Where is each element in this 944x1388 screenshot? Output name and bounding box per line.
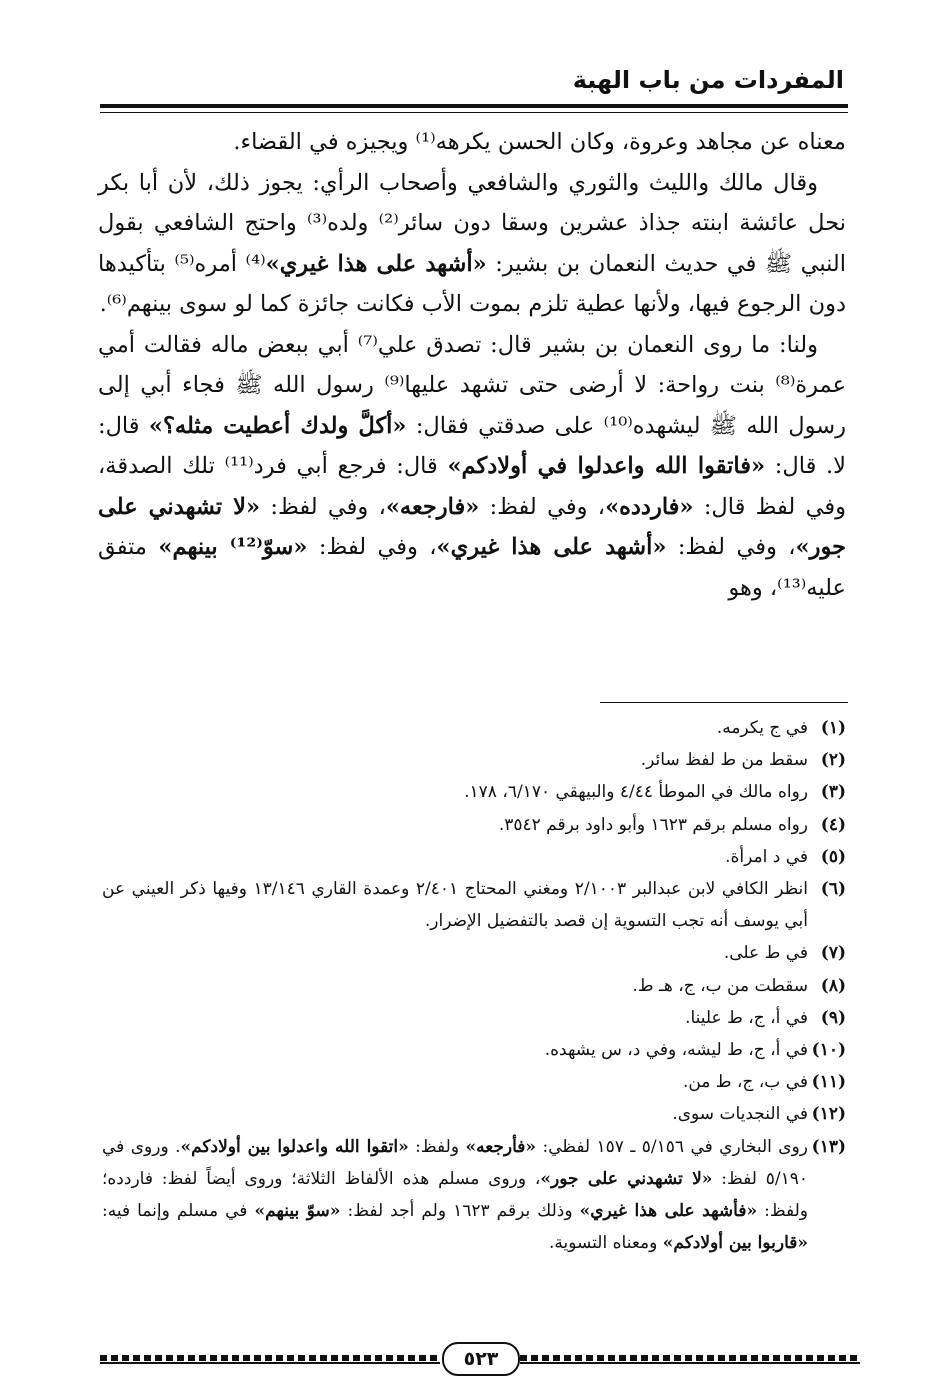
footnote	[102, 712, 846, 744]
footnote-text: سقط من ط لفظ سائر.	[640, 750, 808, 771]
footer-line-left	[100, 1362, 440, 1364]
footnote-number: (٩)	[820, 1007, 846, 1028]
footnote-number: (١٠)	[811, 1040, 846, 1061]
footnote-text: روى البخاري في ٥/١٥٦ ـ ١٥٧ لفظي: «فأرجعه» ولفظ: «اتقوا الله واعدلوا بين أولادكم». وروى في ٥/١٩٠ لفظ: «لا تشهدني على جور»، وروى مسلم هذه الألفاظ الثلاثة؛ وروى أيضاً لفظ: فاردده؛ ولفظ: «فأشهد على هذا غيري» وذلك برقم ١٦٢٣ ولم أجد لفظ: «سوّ بينهم» في مسلم وإنما فيه: «قاربوا بين أولادكم» ومعناه التسوية.	[102, 1136, 809, 1254]
footnote-text: رواه مسلم برقم ١٦٢٣ وأبو داود برقم ٣٥٤٢.	[498, 814, 808, 835]
header-rule-thick	[100, 104, 848, 108]
page-footer	[100, 1346, 860, 1370]
footnote-number: (٦)	[820, 879, 846, 900]
footnote-number: (١٢)	[811, 1104, 846, 1125]
header-rule-thin	[100, 112, 848, 113]
footnote-number: (١١)	[811, 1072, 846, 1093]
footnote	[102, 1131, 846, 1260]
hadith-quote: «قاربوا بين أولادكم»	[662, 1233, 808, 1254]
footnote-number: (١٣)	[811, 1136, 846, 1157]
footnote	[102, 1098, 846, 1130]
footnote-text: في ب، ج، ط من.	[682, 1072, 808, 1093]
footnote-text: في أ، ج، ط ليشه، وفي د، س يشهده.	[544, 1040, 808, 1061]
main-text	[98, 122, 846, 608]
footnote	[102, 1066, 846, 1098]
footer-dash-right	[520, 1355, 860, 1361]
footnote-number: (١)	[820, 718, 846, 738]
footnote	[102, 744, 846, 776]
footnote-text: في د امرأة.	[725, 846, 808, 867]
running-title: المفردات من باب الهبة	[572, 66, 844, 94]
hadith-quote: «أشهد على هذا غيري»	[436, 534, 667, 560]
footnote-text: سقطت من ب، ج، هـ ط.	[632, 975, 808, 996]
footnote	[102, 937, 846, 969]
footnote-number: (٤)	[820, 814, 846, 835]
hadith-quote: «فأرجعه»	[465, 1136, 537, 1157]
hadith-quote: «أشهد على هذا غيري»	[265, 250, 487, 277]
paragraph-2: وقال مالك والليث والثوري والشافعي وأصحاب الرأي: يجوز ذلك، لأن أبا بكر نحل عائشة ابنته جذاذ عشرين وسقا دون سائر⁽²⁾ ولده⁽³⁾ واحتج الشافعي بقول النبي ﷺ في حديث النعمان بن بشير: «أشهد على هذا غيري»⁽⁴⁾ أمره⁽⁵⁾ بتأكيدها دون الرجوع فيها، ولأنها عطية تلزم بموت الأب فكانت جائزة كما لو سوى بينهم⁽⁶⁾.	[98, 169, 847, 317]
hadith-quote: «سوّ⁽¹²⁾ بينهم»	[158, 534, 308, 560]
hadith-quote: «أكلَّ ولدك أعطيت مثله؟»	[148, 412, 407, 439]
hadith-quote: «اتقوا الله واعدلوا بين أولادكم»	[180, 1136, 409, 1157]
paragraph-3: ولنا: ما روى النعمان بن بشير قال: تصدق علي⁽⁷⁾ أبي ببعض ماله فقالت أمي عمرة⁽⁸⁾ بنت رواحة: لا أرضى حتى تشهد عليها⁽⁹⁾ رسول الله ﷺ فجاء أبي إلى رسول الله ﷺ ليشهده⁽¹⁰⁾ على صدقتي فقال: «أكلَّ ولدك أعطيت مثله؟» قال: لا. قال: «فاتقوا الله واعدلوا في أولادكم» قال: فرجع أبي فرد⁽¹¹⁾ تلك الصدقة، وفي لفظ قال: «فاردده»، وفي لفظ: «فارجعه»، وفي لفظ: «لا تشهدني على جور»، وفي لفظ: «أشهد على هذا غيري»، وفي لفظ: «سوّ⁽¹²⁾ بينهم» متفق عليه⁽¹³⁾، وهو	[98, 331, 846, 601]
footnote	[102, 970, 846, 1002]
hadith-quote: «لا تشهدني على جور»	[540, 1168, 713, 1189]
footer-dash-left	[100, 1355, 440, 1361]
footnote	[102, 1002, 846, 1034]
footnote-number: (٢)	[820, 750, 846, 771]
footnote-text: في أ، ج، ط علينا.	[685, 1007, 808, 1028]
footnote-text: رواه مالك في الموطأ ٤/٤٤ والبيهقي ٦/١٧٠، ١٧٨.	[464, 782, 808, 803]
footnote	[102, 776, 846, 808]
hadith-quote: «سوّ بينهم»	[254, 1201, 341, 1222]
footnote-text: في النجديات سوى.	[672, 1104, 808, 1125]
footnote-text: في ط على.	[723, 943, 808, 964]
hadith-quote: «فارجعه»	[385, 493, 480, 520]
footer-line-right	[520, 1362, 860, 1364]
footnote	[102, 1034, 846, 1066]
hadith-quote: «فأشهد على هذا غيري»	[579, 1201, 758, 1222]
paragraph-1: معناه عن مجاهد وعروة، وكان الحسن يكرهه⁽¹⁾ ويجيزه في القضاء.	[233, 129, 846, 155]
footnote-number: (٥)	[820, 846, 846, 867]
footnote-number: (٧)	[820, 943, 846, 964]
footnote	[102, 841, 846, 873]
footnotes	[102, 712, 846, 1259]
footnote-text: في ج يكرمه.	[716, 718, 808, 738]
page-number: ٥٢٣	[442, 1342, 520, 1376]
hadith-quote: «فاردده»	[605, 493, 694, 520]
footnote-text: انظر الكافي لابن عبدالبر ٢/١٠٠٣ ومغني المحتاج ٢/٤٠١ وعمدة القاري ١٣/١٤٦ وفيها ذكر العيني عن أبي يوسف أنه تجب التسوية إن قصد بالتفضيل الإضرار.	[102, 879, 809, 932]
hadith-quote: «فاتقوا الله واعدلوا في أولادكم»	[447, 453, 766, 479]
footnote-separator	[600, 702, 848, 703]
hadith-quote: «لا تشهدني على جور»	[98, 493, 846, 560]
footnote-number: (٣)	[820, 782, 846, 803]
footnote	[102, 809, 846, 841]
footnote	[102, 873, 846, 937]
footnote-number: (٨)	[820, 975, 846, 996]
